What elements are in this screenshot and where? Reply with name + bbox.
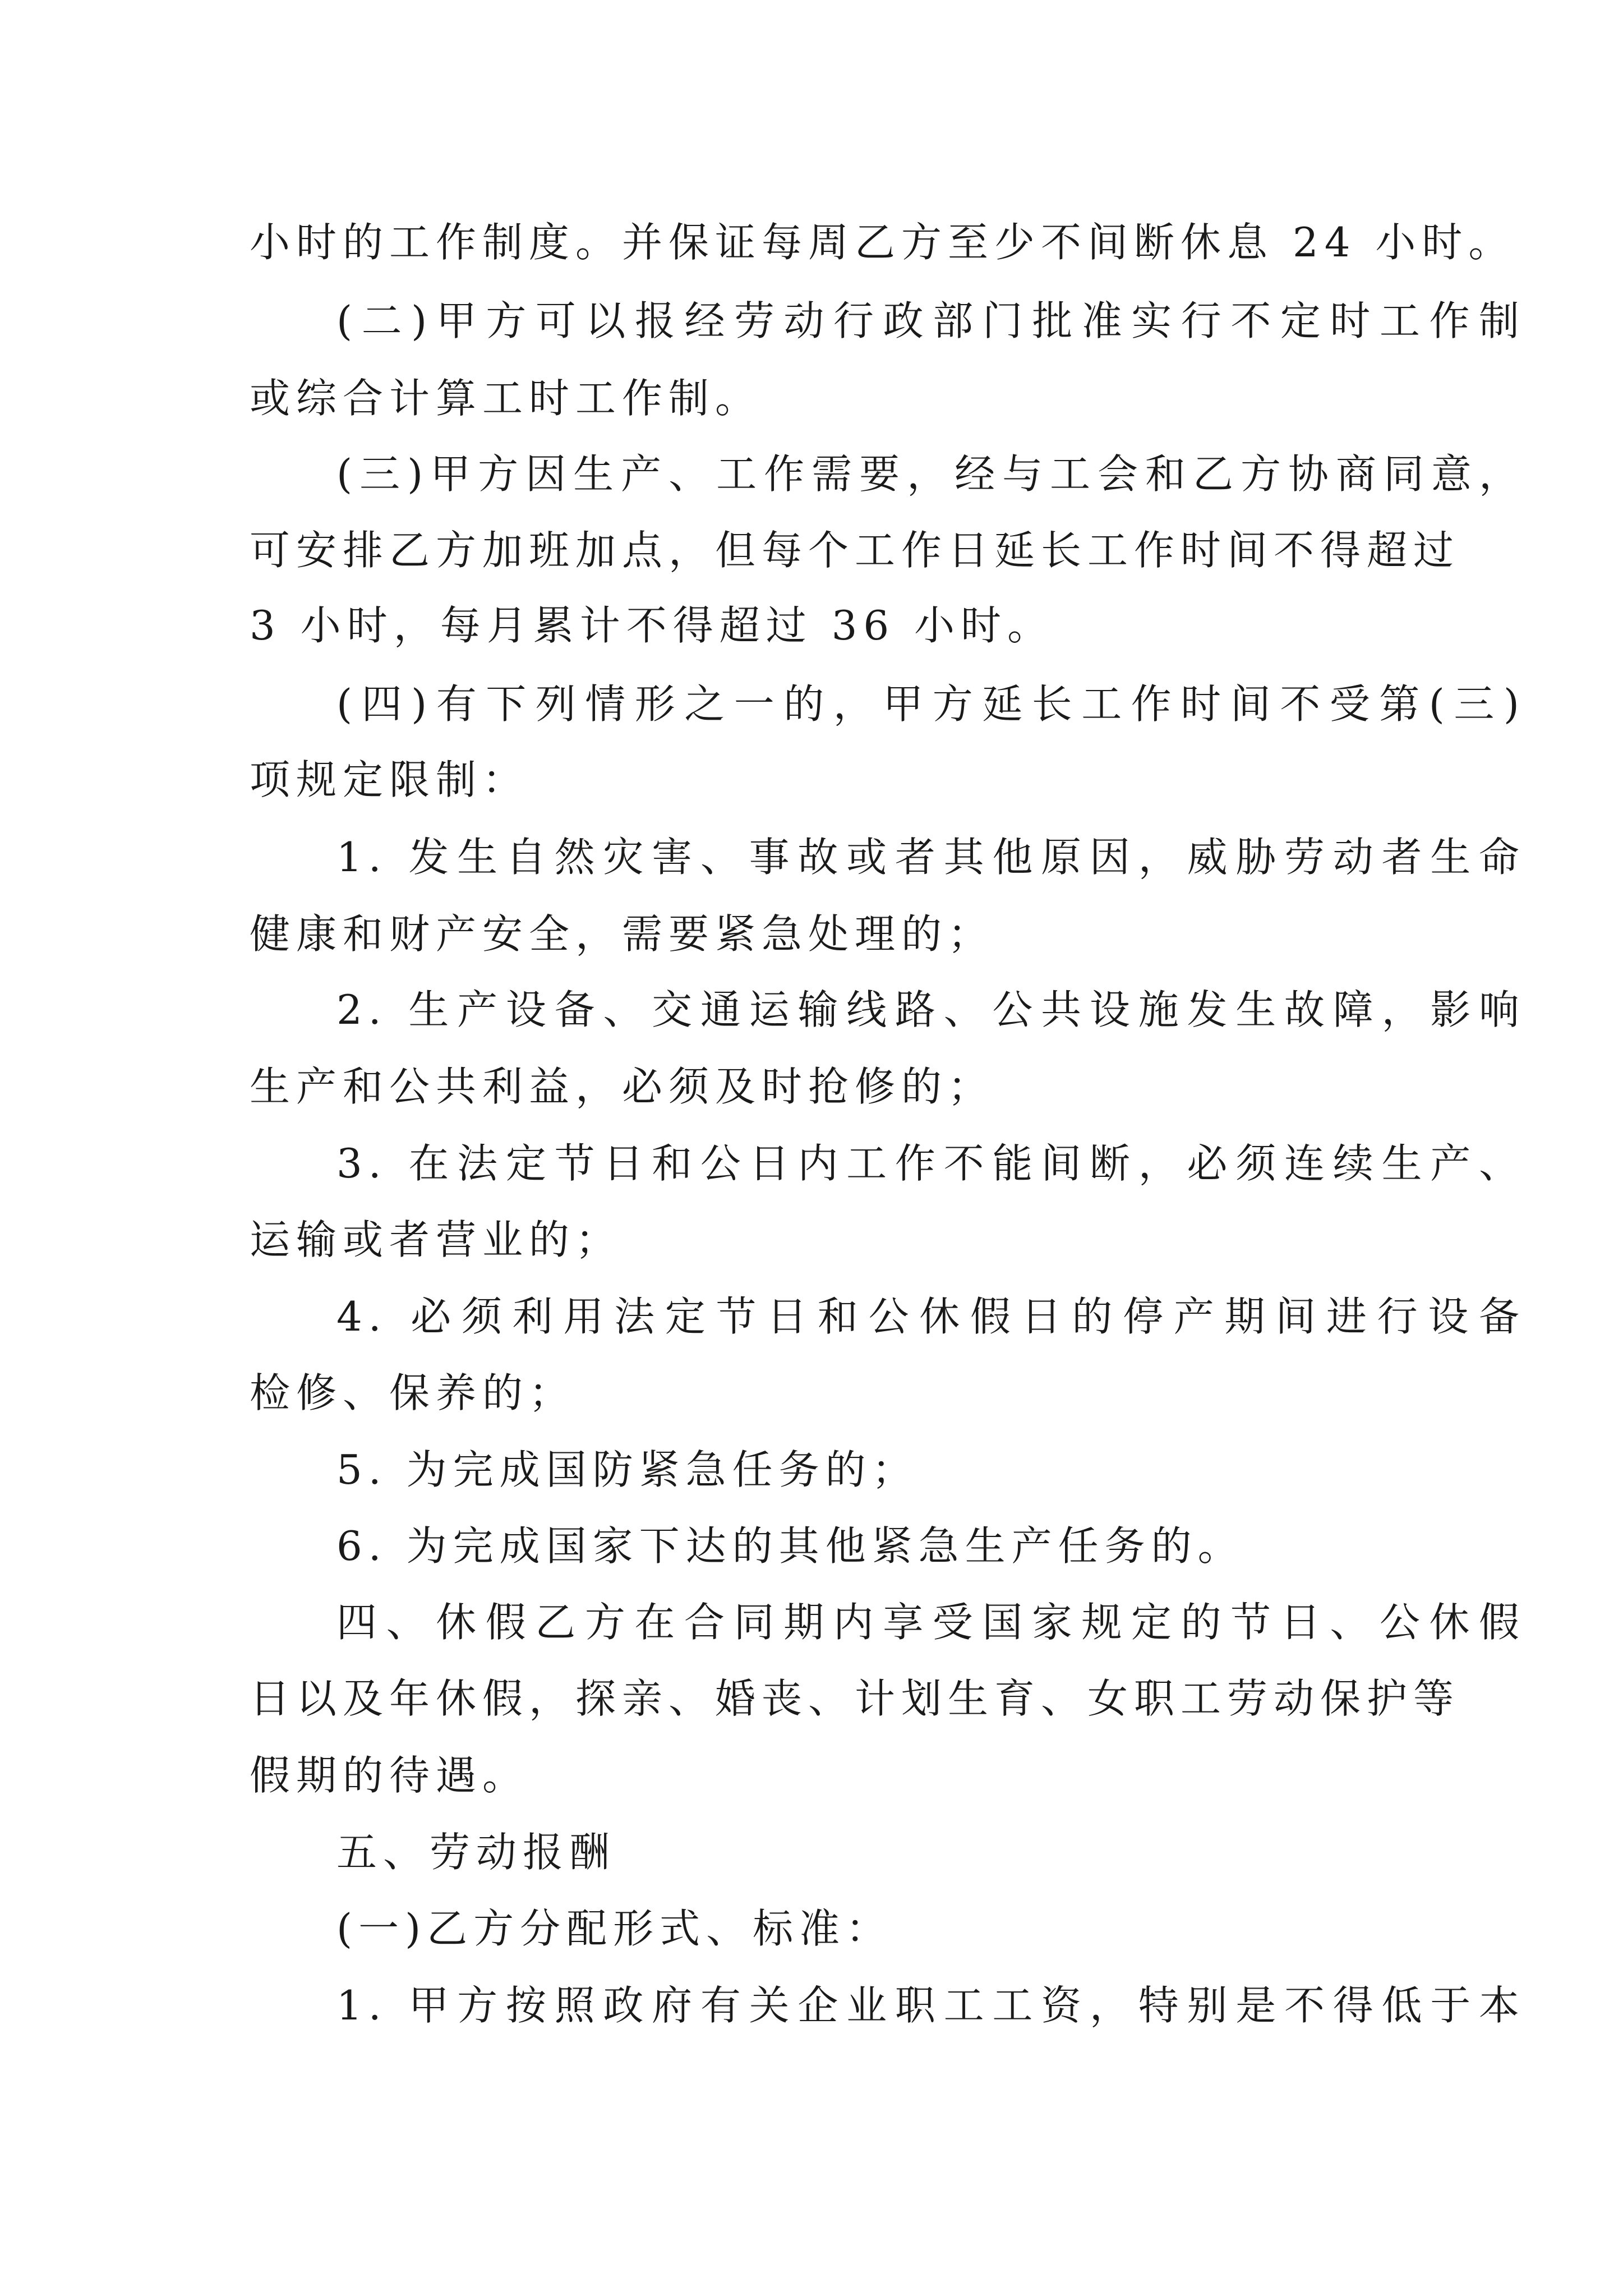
- text-line: 1. 甲方按照政府有关企业职工工资，特别是不得低于本: [336, 1982, 1525, 2029]
- section-heading: 五、劳动报酬: [336, 1829, 616, 1876]
- text-line: 运输或者营业的；: [250, 1216, 623, 1263]
- text-line: 1. 发生自然灾害、事故或者其他原因，威胁劳动者生命: [336, 834, 1525, 881]
- text-line: 小时的工作制度。并保证每周乙方至少不间断休息 24 小时。: [250, 219, 1515, 266]
- text-line: 日以及年休假，探亲、婚丧、计划生育、女职工劳动保护等: [250, 1675, 1460, 1722]
- text-line: 可安排乙方加班加点，但每个工作日延长工作时间不得超过: [250, 527, 1460, 574]
- text-line: 项规定限制：: [250, 756, 529, 803]
- text-line: 健康和财产安全，需要紧急处理的；: [250, 910, 995, 958]
- text-line: (一)乙方分配形式、标准：: [336, 1905, 893, 1952]
- text-line: (三)甲方因生产、工作需要，经与工会和乙方协商同意，: [336, 450, 1525, 498]
- text-line: 5. 为完成国防紧急任务的；: [336, 1446, 919, 1493]
- text-line: 3. 在法定节日和公日内工作不能间断，必须连续生产、: [336, 1140, 1525, 1187]
- text-line: 6. 为完成国家下达的其他紧急生产任务的。: [336, 1522, 1244, 1570]
- text-line: 4. 必须利用法定节日和公休假日的停产期间进行设备: [336, 1293, 1525, 1340]
- text-line: 2. 生产设备、交通运输线路、公共设施发生故障，影响: [336, 986, 1525, 1033]
- text-line: (二)甲方可以报经劳动行政部门批准实行不定时工作制: [336, 297, 1525, 344]
- text-line: 或综合计算工时工作制。: [250, 375, 762, 422]
- text-line: 生产和公共利益，必须及时抢修的；: [250, 1063, 995, 1110]
- text-line: 检修、保养的；: [250, 1369, 576, 1416]
- text-line: 假期的待遇。: [250, 1752, 529, 1799]
- text-line: (四)有下列情形之一的，甲方延长工作时间不受第(三): [336, 680, 1525, 728]
- text-line: 四、休假乙方在合同期内享受国家规定的节日、公休假: [336, 1599, 1525, 1646]
- text-line: 3 小时，每月累计不得超过 36 小时。: [250, 602, 1054, 649]
